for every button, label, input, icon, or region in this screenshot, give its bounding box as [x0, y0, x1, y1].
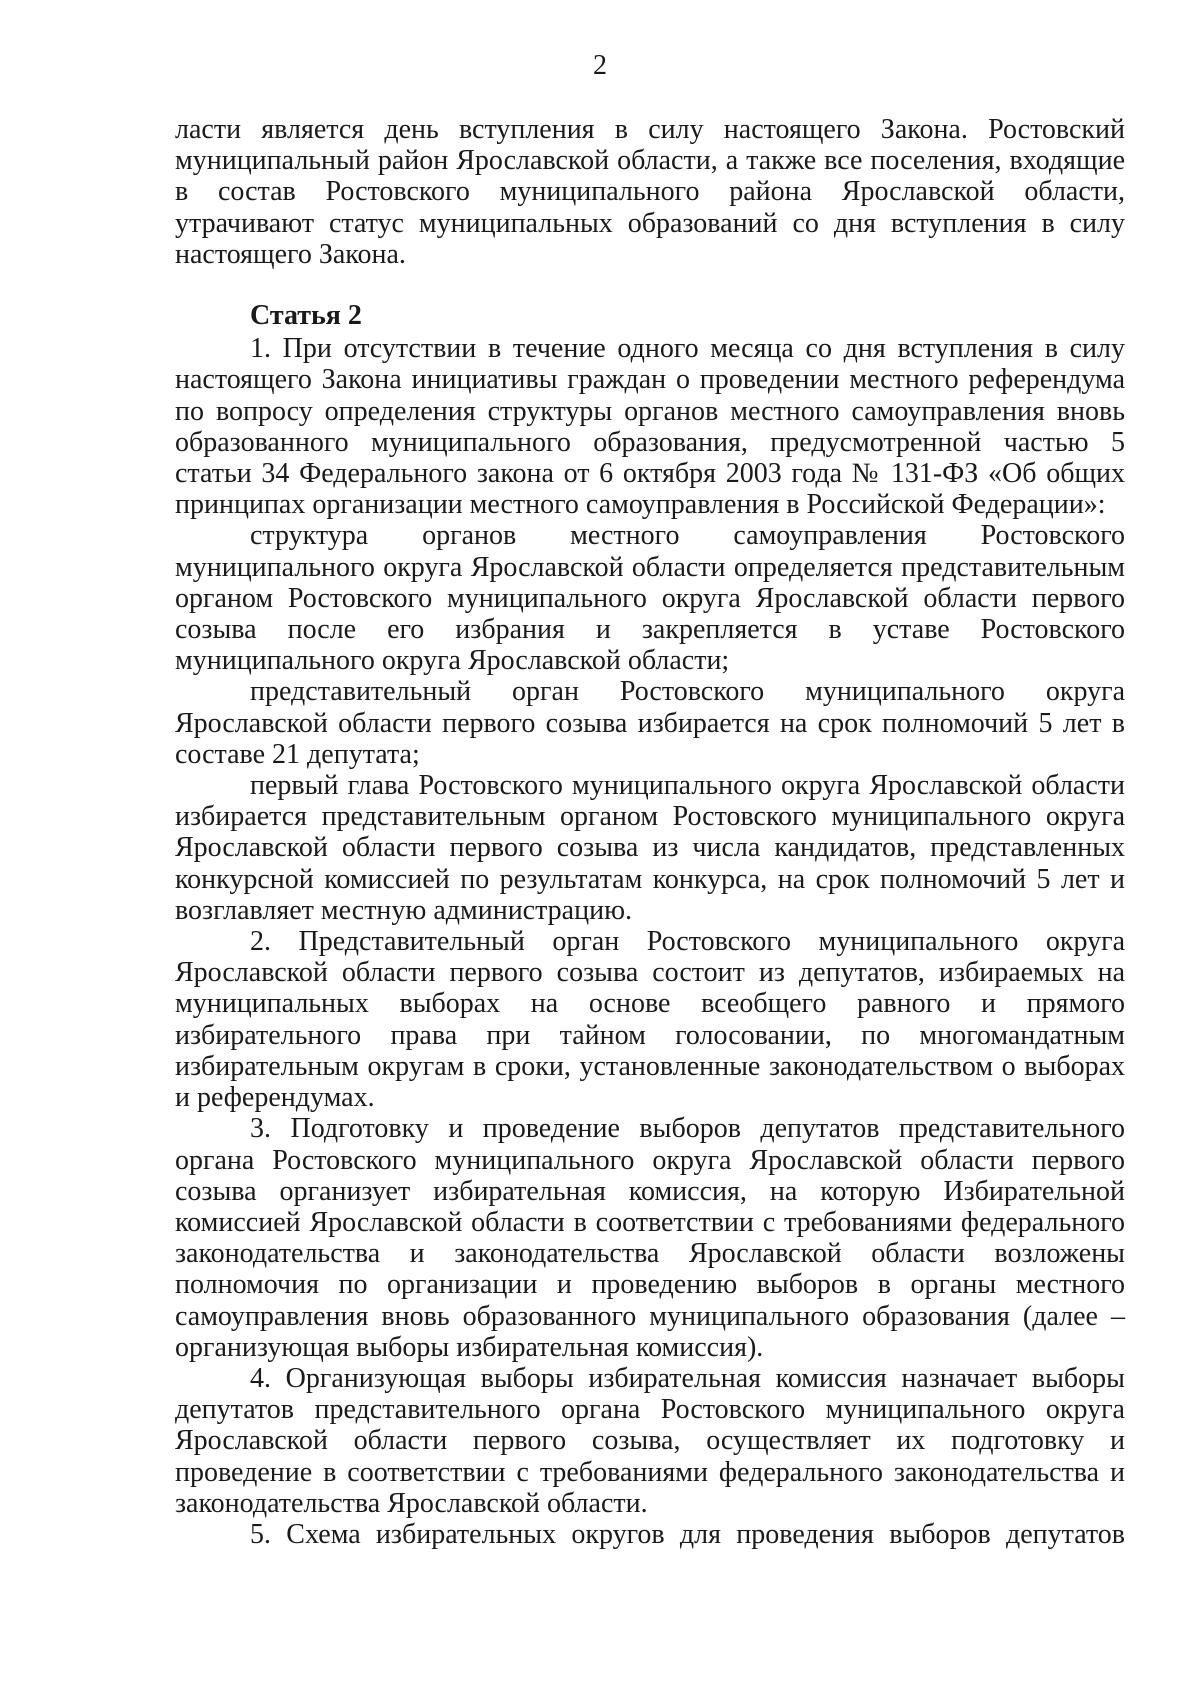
article-paragraph-structure: структура органов местного самоуправления Ростовского муниципального округа Ярославской области определяется представительным органом Ростовского муниципального округа Ярославской области первого созыва после его избрания и закрепляется в уставе Ростовского муниципального округа Ярославской области; — [175, 520, 1125, 677]
article-paragraph-first-head: первый глава Ростовского муниципального округа Ярославской области избирается представительным органом Ростовского муниципального округа Ярославской области первого созыва из числа кандидатов, представленных конкурсной комиссией по результатам конкурса, на срок полномочий 5 лет и возглавляет местную администрацию. — [175, 770, 1125, 926]
article-paragraph-2: 2. Представительный орган Ростовского муниципального округа Ярославской области первого созыва состоит из депутатов, избираемых на муниципальных выборах на основе всеобщего равного и прямого избирательного права при тайном голосовании, по многомандатным избирательным округам в сроки, установленные законодательством о выборах и референдумах. — [175, 926, 1125, 1114]
article-paragraph-1: 1. При отсутствии в течение одного месяца со дня вступления в силу настоящего Закона инициативы граждан о проведении местного референдума по вопросу определения структуры органов местного самоуправления вновь образованного муниципального образования, предусмотренной частью 5 статьи 34 Федерального закона от 6 октября 2003 года № 131-ФЗ «Об общих принципах организации местного самоуправления в Российской Федерации»: — [175, 333, 1125, 521]
article-paragraph-5: 5. Схема избирательных округов для проведения выборов депутатов — [250, 1518, 1125, 1550]
article-heading: Статья 2 — [250, 300, 362, 332]
intro-paragraph: ласти является день вступления в силу настоящего Закона. Ростовский муниципальный район Ярославской области, а также все поселения, входящие в состав Ростовского муниципального района Ярославской области, утрачивают статус муниципальных образований со дня вступления в силу настоящего Закона. — [175, 114, 1125, 270]
page-number: 2 — [593, 50, 607, 81]
article-paragraph-3: 3. Подготовку и проведение выборов депутатов представительного органа Ростовского муниципального округа Ярославской области первого созыва организует избирательная комиссия, на которую Избирательной комиссией Ярославской области в соответствии с требованиями федерального законодательства и законодательства Ярославской области возложены полномочия по организации и проведению выборов в органы местного самоуправления вновь образованного муниципального образования (далее – организующая выборы избирательная комиссия). — [175, 1113, 1125, 1363]
document-body — [175, 114, 1125, 1550]
article-paragraph-representative-body: представительный орган Ростовского муниципального округа Ярославской области первого созыва избирается на срок полномочий 5 лет в составе 21 депутата; — [175, 676, 1125, 770]
article-paragraph-4: 4. Организующая выборы избирательная комиссия назначает выборы депутатов представительного органа Ростовского муниципального округа Ярославской области первого созыва, осуществляет их подготовку и проведение в соответствии с требованиями федерального законодательства и законодательства Ярославской области. — [175, 1362, 1125, 1519]
